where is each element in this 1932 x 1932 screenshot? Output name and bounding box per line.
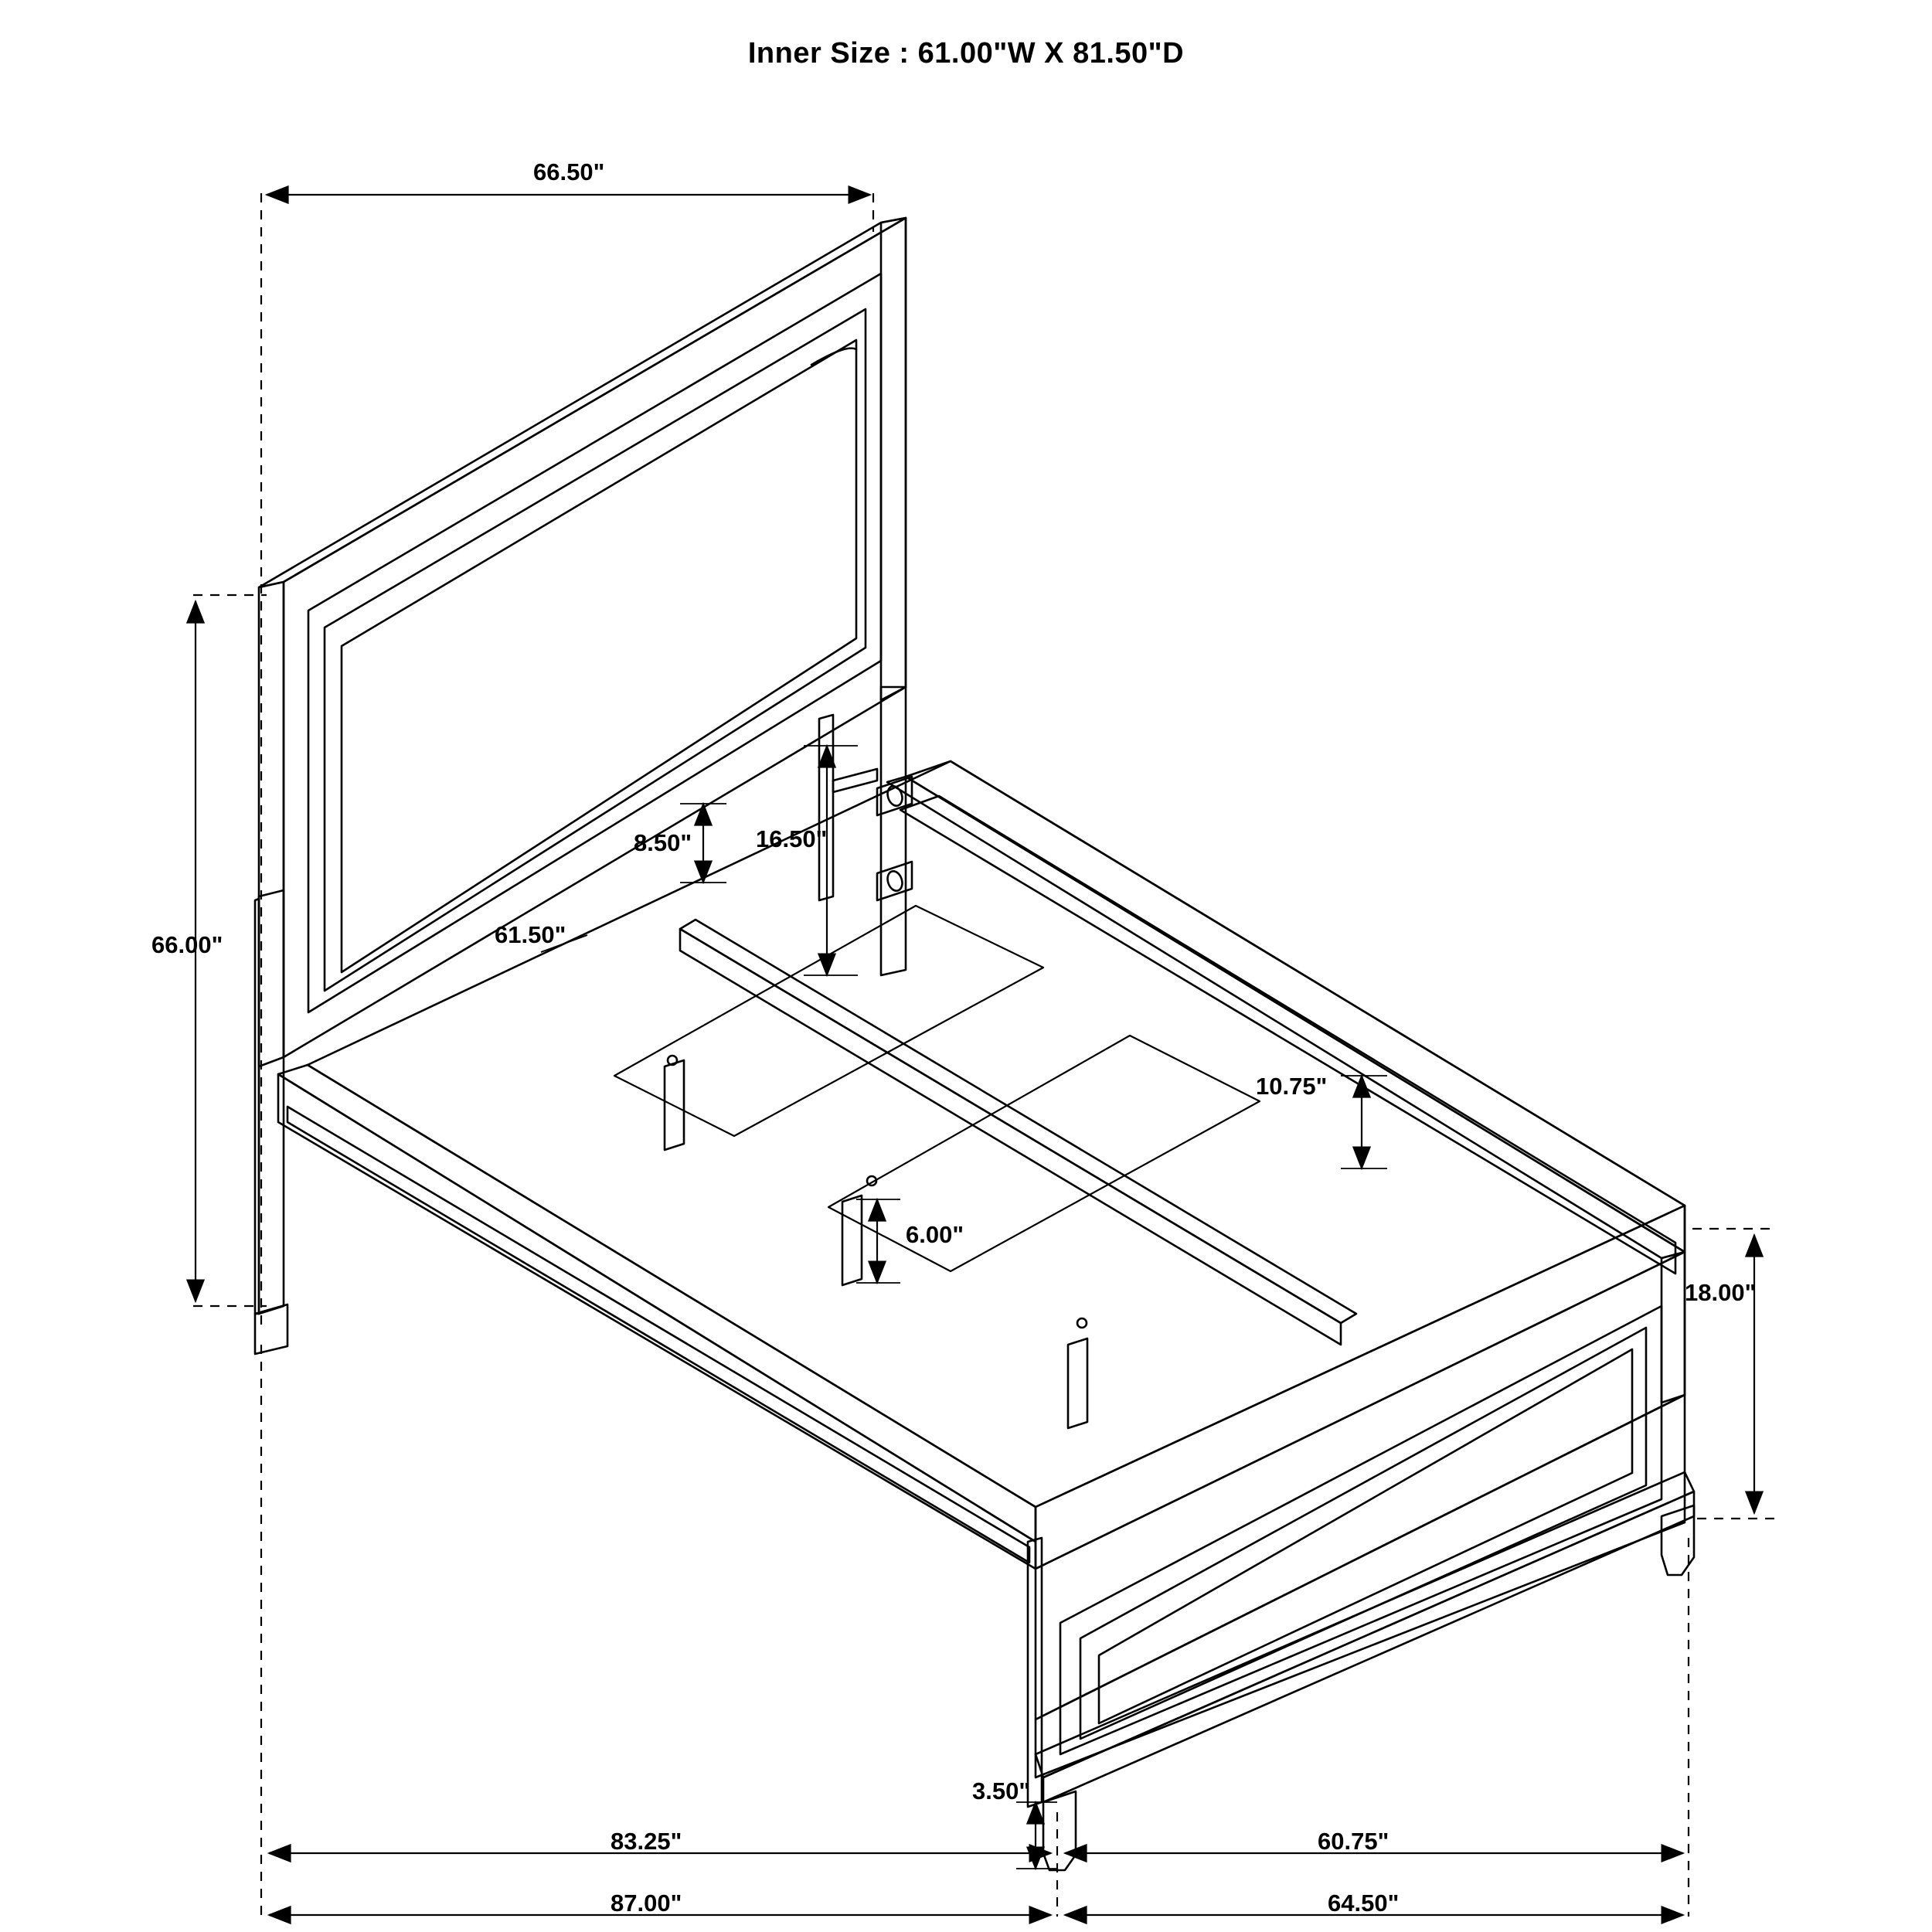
headboard-foot-block	[255, 1304, 287, 1354]
headboard-left-post	[259, 582, 284, 1066]
headboard-left-leg-edge	[255, 899, 259, 1314]
bracket-bolt-lower	[885, 869, 904, 893]
near-side-rail-top	[278, 1065, 1036, 1542]
headboard-inner-panel	[342, 340, 856, 972]
footboard-inner-panel	[1099, 1349, 1632, 1723]
dim-label-10-75: 10.75"	[1256, 1073, 1328, 1100]
far-side-rail-outer	[887, 777, 1685, 1258]
bed-outline-group	[255, 218, 1694, 1870]
dim-label-16-50: 16.50"	[756, 825, 828, 852]
far-rail-corner-post	[1662, 1252, 1685, 1403]
dim-label-61-50: 61.50"	[495, 921, 566, 948]
page-title: Inner Size : 61.00"W X 81.50"D	[747, 37, 1185, 70]
headboard-top-edge	[259, 218, 906, 587]
center-support-beam-face	[680, 929, 1341, 1345]
headboard-right-leg	[881, 687, 906, 975]
center-support-beam	[680, 920, 1356, 1323]
support-leg-3	[1068, 1338, 1087, 1428]
dim-label-6-00: 6.00"	[906, 1221, 964, 1248]
extension-lines	[193, 193, 1777, 1917]
far-side-rail-inner-line	[900, 796, 1675, 1274]
headboard-right-post	[881, 218, 906, 700]
dim-label-83-25: 83.25"	[611, 1828, 682, 1855]
headboard-left-leg	[259, 890, 284, 1314]
headboard-face	[284, 218, 906, 1057]
support-leg-2	[842, 1196, 862, 1285]
near-side-rail-groove	[287, 1107, 1029, 1563]
dim-label-64-50: 64.50"	[1328, 1889, 1400, 1917]
footboard-panel-band	[1036, 1395, 1685, 1777]
dim-label-18-00: 18.00"	[1685, 1279, 1757, 1306]
dim-label-66-00: 66.00"	[151, 931, 223, 958]
headboard-inner-frame-2	[325, 309, 866, 991]
headboard-inner-frame-1	[308, 274, 881, 1012]
cross-slat-1	[614, 906, 1043, 1136]
near-side-rail-face	[278, 1074, 1036, 1569]
footboard-inner-frame-1	[1060, 1306, 1662, 1754]
dim-label-60-75: 60.75"	[1318, 1828, 1389, 1855]
dimension-lines-group	[193, 193, 1777, 1917]
dim-label-87-00: 87.00"	[611, 1889, 682, 1917]
deck-opening	[308, 761, 1685, 1507]
footboard-near-leg	[1043, 1791, 1076, 1870]
headboard-cross-brace	[833, 769, 877, 792]
screw-3	[1077, 1318, 1087, 1328]
dim-label-66-50: 66.50"	[533, 158, 605, 185]
dim-label-3-50: 3.50"	[972, 1777, 1031, 1804]
dim-label-8-50: 8.50"	[634, 829, 692, 856]
